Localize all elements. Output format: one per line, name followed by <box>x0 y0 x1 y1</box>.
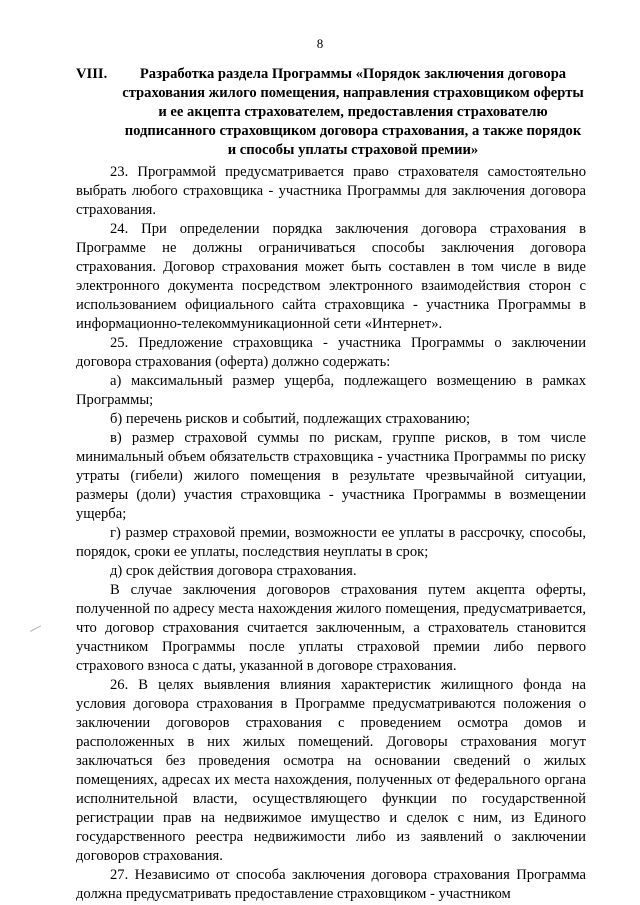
paragraph-24: 24. При определении порядка заключения договора страхования в Программе не должны ограничиваться способы заключения договора страхования. Договор страхования может быть составлен в том числе в виде электронного документа посредством электронного взаимодействия сторон с использованием официального сайта страховщика - участника Программы в информационно-телекоммуникационной сети «Интернет». <box>76 221 586 332</box>
section-heading <box>76 65 586 160</box>
paragraph-acceptance: В случае заключения договоров страхования путем акцепта оферты, полученной по адресу места нахождения жилого помещения, предусматривается, что договор страхования считается заключенным, а страхователь становится участником Программы после уплаты страховой премии либо первого страхового взноса с даты, указанной в договоре страхования. <box>76 582 586 674</box>
list-item-d: д) срок действия договора страхования. <box>110 563 357 579</box>
list-item-v: в) размер страховой суммы по рискам, группе рисков, в том числе минимальный объем обязательств страховщика - участника Программы по риску утраты (гибели) жилого помещения в результате чрезвычайной ситуации, размеры (доли) участия страховщика - участника Программы в возмещении ущерба; <box>76 430 586 522</box>
document-body <box>76 163 586 904</box>
page-number: 8 <box>316 36 324 51</box>
list-item-b: б) перечень рисков и событий, подлежащих страхованию; <box>110 411 471 427</box>
scan-mark <box>30 625 42 633</box>
paragraph-23: 23. Программой предусматривается право страхователя самостоятельно выбрать любого страховщика - участника Программы для заключения договора страхования. <box>76 164 586 218</box>
section-title: Разработка раздела Программы «Порядок заключения договора страхования жилого помещения, направления страховщиком оферты и ее акцепта страхователем, предоставления страхователю подписанного страховщиком договора страхования, а также порядок и способы уплаты страховой премии» <box>122 66 584 158</box>
paragraph-26: 26. В целях выявления влияния характеристик жилищного фонда на условия договора страхования в Программе предусматриваются положения о заключении договоров страхования с проведением осмотра домов и расположенных в них жилых помещений. Договоры страхования могут заключаться без проведения осмотра на основании сведений о жилых помещениях, адресах их места нахождения, полученных от федерального органа исполнительной власти, осуществляющего функции по государственной регистрации прав на недвижимое имущество и сделок с ним, из Единого государственного реестра недвижимости либо из заявлений о заключении договоров страхования. <box>76 677 586 864</box>
paragraph-25: 25. Предложение страховщика - участника Программы о заключении договора страхования (оферта) должно содержать: <box>76 335 586 370</box>
paragraph-27: 27. Независимо от способа заключения договора страхования Программа должна предусматривать предоставление страховщиком - участником <box>76 867 586 902</box>
section-number: VIII. <box>76 66 108 82</box>
list-item-a: а) максимальный размер ущерба, подлежащего возмещению в рамках Программы; <box>76 373 586 408</box>
list-item-g: г) размер страховой премии, возможности ее уплаты в рассрочку, способы, порядок, сроки ее уплаты, последствия неуплаты в срок; <box>76 525 586 560</box>
